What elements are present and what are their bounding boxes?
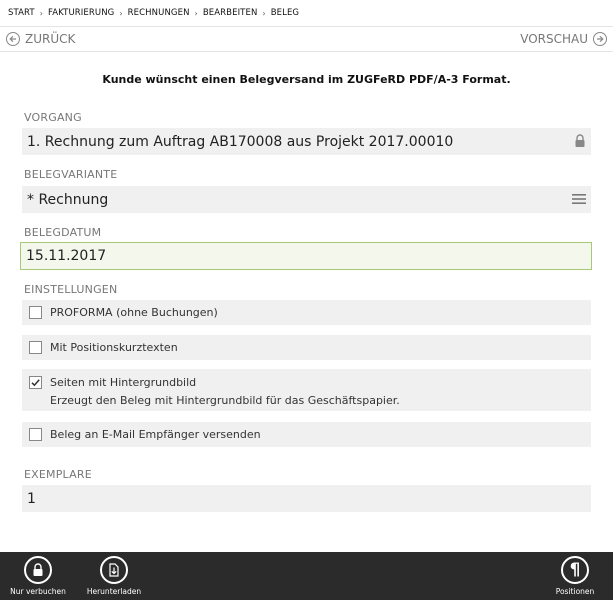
email-versand-checkbox[interactable] — [29, 428, 42, 441]
back-label: ZURÜCK — [25, 32, 76, 46]
vorgang-field — [22, 128, 591, 155]
herunterladen-label: Herunterladen — [86, 587, 142, 596]
positionen-button[interactable] — [545, 556, 605, 596]
breadcrumb-separator: › — [39, 8, 44, 18]
proforma-checkbox[interactable] — [29, 306, 42, 319]
arrow-right-icon — [593, 32, 607, 46]
download-icon — [100, 556, 128, 584]
vorgang-value: 1. Rechnung zum Auftrag AB170008 aus Projekt 2017.00010 — [27, 133, 454, 150]
option-positionskurztexte[interactable] — [22, 335, 591, 360]
back-button[interactable] — [6, 32, 75, 46]
nur-verbuchen-button[interactable] — [8, 556, 68, 596]
bottom-toolbar — [0, 552, 613, 600]
arrow-left-icon — [6, 32, 20, 46]
option-description: Erzeugt den Beleg mit Hintergrundbild für das Geschäftspapier. — [50, 394, 400, 407]
option-email-versand[interactable] — [22, 422, 591, 447]
navigation-bar — [0, 26, 613, 52]
nur-verbuchen-label: Nur verbuchen — [10, 587, 66, 596]
hintergrundbild-checkbox[interactable] — [29, 376, 42, 389]
checkmark-icon — [30, 377, 41, 388]
positionskurztexte-checkbox[interactable] — [29, 341, 42, 354]
menu-icon[interactable] — [572, 192, 586, 210]
breadcrumb-separator: › — [194, 8, 198, 18]
vorgang-label: VORGANG — [24, 111, 82, 124]
breadcrumb — [8, 6, 299, 20]
breadcrumb-fakturierung[interactable]: FAKTURIERUNG — [48, 8, 115, 18]
option-label: Seiten mit Hintergrundbild — [50, 376, 197, 389]
lock-icon — [574, 134, 586, 152]
belegdatum-input[interactable] — [20, 242, 592, 270]
belegvariante-value: * Rechnung — [27, 191, 109, 208]
breadcrumb-rechnungen[interactable]: RECHNUNGEN — [127, 8, 190, 18]
belegvariante-label: BELEGVARIANTE — [24, 168, 118, 181]
herunterladen-button[interactable] — [84, 556, 144, 596]
belegvariante-select[interactable] — [22, 186, 591, 213]
einstellungen-label: EINSTELLUNGEN — [24, 283, 118, 296]
exemplare-value: 1 — [27, 490, 36, 507]
breadcrumb-separator: › — [119, 8, 123, 18]
option-label: Beleg an E-Mail Empfänger versenden — [50, 428, 261, 441]
breadcrumb-separator: › — [262, 8, 266, 18]
option-label: Mit Positionskurztexten — [50, 341, 178, 354]
option-hintergrundbild[interactable] — [22, 369, 591, 411]
belegdatum-label: BELEGDATUM — [24, 226, 102, 239]
lock-icon — [24, 556, 52, 584]
option-label: PROFORMA (ohne Buchungen) — [50, 306, 218, 319]
preview-button[interactable] — [520, 32, 607, 46]
option-proforma[interactable] — [22, 300, 591, 325]
breadcrumb-bearbeiten[interactable]: BEARBEITEN — [202, 8, 258, 18]
preview-label: VORSCHAU — [520, 32, 588, 46]
pilcrow-icon: ¶ — [561, 556, 589, 584]
positionen-label: Positionen — [555, 587, 595, 596]
breadcrumb-start[interactable]: START — [8, 8, 35, 18]
exemplare-input[interactable] — [22, 485, 591, 512]
belegdatum-value: 15.11.2017 — [26, 248, 107, 264]
breadcrumb-beleg: BELEG — [270, 8, 300, 18]
zugferd-notice: Kunde wünscht einen Belegversand im ZUGFeRD PDF/A-3 Format. — [102, 73, 511, 86]
exemplare-label: EXEMPLARE — [24, 468, 92, 481]
